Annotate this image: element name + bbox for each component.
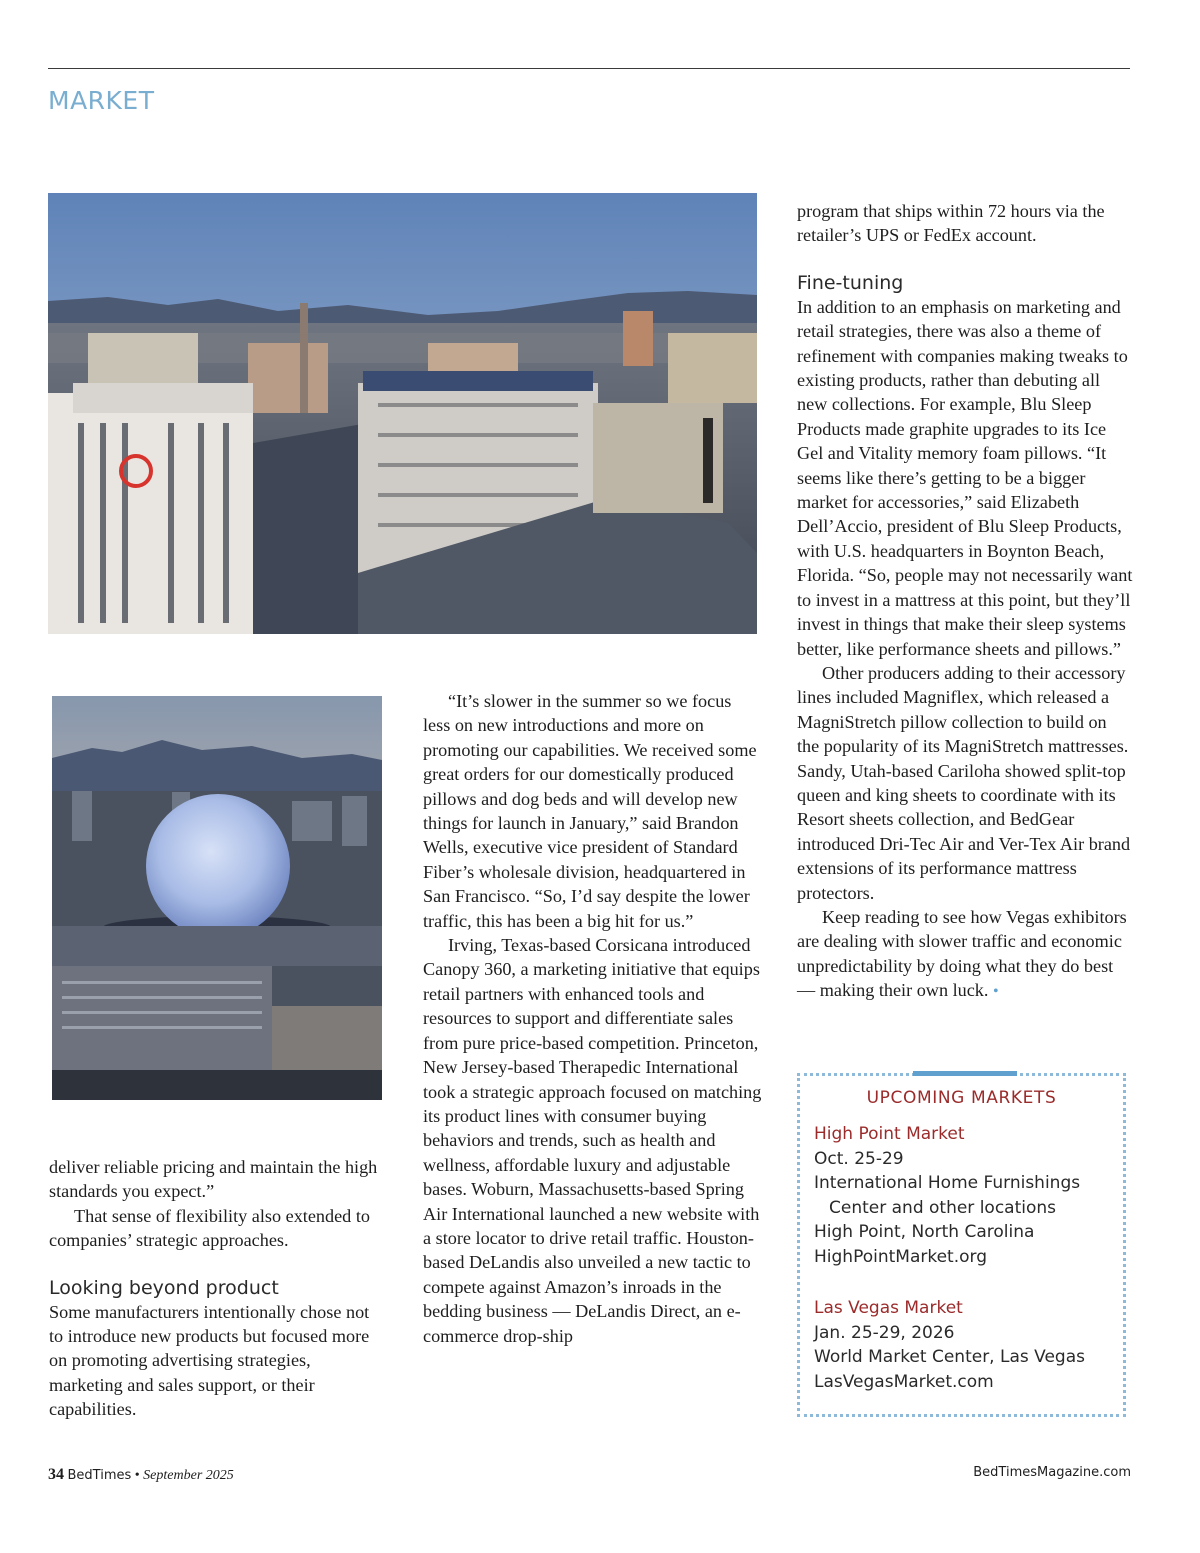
upcoming-markets-title: UPCOMING MARKETS [866, 1088, 1057, 1108]
paragraph [797, 905, 1133, 1005]
paragraph: program that ships within 72 hours via the retailer’s UPS or FedEx account. [797, 201, 1105, 246]
article-column-left [49, 1155, 379, 1422]
market-venue: International Home Furnishings [814, 1173, 1081, 1193]
page-number: 34 [48, 1466, 64, 1483]
footer-separator: • [134, 1468, 140, 1483]
paragraph: Some manufacturers intentionally chose not to introduce new products but focused more on promoting advertising strategies, marketing and sales support, or their capabilities. [49, 1301, 370, 1420]
paragraph: Other producers adding to their accessory lines included Magniflex, which released a MagniStretch pillow collection to build on the popularity of its MagniStretch mattresses. Sandy, Utah-based Cariloha showed split-top queen and king sheets to coordinate with its Resort sheets collection, and BedGear introduced Dri-Tec Air and Ver-Tex Air brand extensions of its performance mattress protectors. [797, 662, 1131, 903]
paragraph: “It’s slower in the summer so we focus less on new introductions and more on promoting our capabilities. We received some great orders for our domestically produced pillows and dog beds and will develop new things for launch in January,” said Brandon Wells, executive vice president of Standard Fiber’s wholesale division, headquartered in San Francisco. “So, I’d say despite the lower traffic, this has been a big hit for us.” [423, 691, 757, 931]
sphere-venue-photo [52, 696, 382, 1100]
box-accent-tab [913, 1071, 1017, 1076]
market-url-link[interactable]: LasVegasMarket.com [814, 1371, 994, 1392]
article-column-right [797, 199, 1133, 1005]
issue-date: September 2025 [143, 1468, 234, 1483]
magazine-name: BedTimes [67, 1468, 132, 1483]
market-dates: Jan. 25-29, 2026 [814, 1322, 955, 1343]
paragraph: That sense of flexibility also extended to companies’ strategic approaches. [49, 1205, 370, 1251]
market-venue: World Market Center, Las Vegas [814, 1347, 1085, 1367]
market-url-link[interactable]: HighPointMarket.org [814, 1246, 988, 1267]
market-venue-continued: Center and other locations [829, 1197, 1057, 1218]
paragraph: deliver reliable pricing and maintain the high standards you expect.” [49, 1157, 378, 1202]
closing-sentence: Keep reading to see how Vegas exhibitors are dealing with slower traffic and economic unpredictability by doing what they do best — making their own luck. [797, 906, 1127, 1001]
header-rule [48, 68, 1130, 69]
end-mark-icon: • [993, 983, 999, 1001]
footer-folio [48, 1466, 234, 1484]
las-vegas-strip-photo [48, 193, 757, 634]
upcoming-markets-box [797, 1073, 1126, 1417]
footer-website-link[interactable]: BedTimesMagazine.com [973, 1465, 1131, 1480]
article-column-middle [423, 689, 763, 1348]
market-entry-las-vegas [814, 1296, 1115, 1394]
market-dates: Oct. 25-29 [814, 1148, 904, 1169]
market-name: Las Vegas Market [814, 1298, 963, 1318]
paragraph: Irving, Texas-based Corsicana introduced Canopy 360, a marketing initiative that equips retail partners with enhanced tools and resources to support and differentiate sales from pure price-based competition. Princeton, New Jersey-based Therapedic International took a strategic approach focused on matching its product lines with consumer buying behaviors and trends, such as health and wellness, affordable luxury and adjustable bases. Woburn, Massachusetts-based Spring Air International launched a new website with a store locator to drive retail traffic. Houston-based DeLandis also unveiled a new tactic to compete against Amazon’s inroads in the bedding business — DeLandis Direct, an e-commerce drop-ship [423, 935, 762, 1346]
subhead-looking-beyond-product: Looking beyond product [49, 1276, 279, 1299]
market-name: High Point Market [814, 1124, 965, 1144]
section-label: MARKET [48, 86, 155, 115]
paragraph: In addition to an emphasis on marketing and retail strategies, there was also a theme of refinement with companies making tweaks to existing products, rather than debuting all new collections. For example, Blu Sleep Products made graphite upgrades to its Ice Gel and Vitality memory foam pillows. “It seems like there’s getting to be a bigger market for accessories,” said Elizabeth Dell’Accio, president of Blu Sleep Products, with U.S. headquarters in Boynton Beach, Florida. “So, people may not necessarily want to invest in a mattress at this point, but they’ll invest in things that make their sleep systems better, like performance sheets and pillows.” [797, 296, 1133, 659]
market-entry-high-point [814, 1122, 1115, 1269]
market-city: High Point, North Carolina [814, 1222, 1035, 1242]
subhead-fine-tuning: Fine-tuning [797, 271, 904, 294]
